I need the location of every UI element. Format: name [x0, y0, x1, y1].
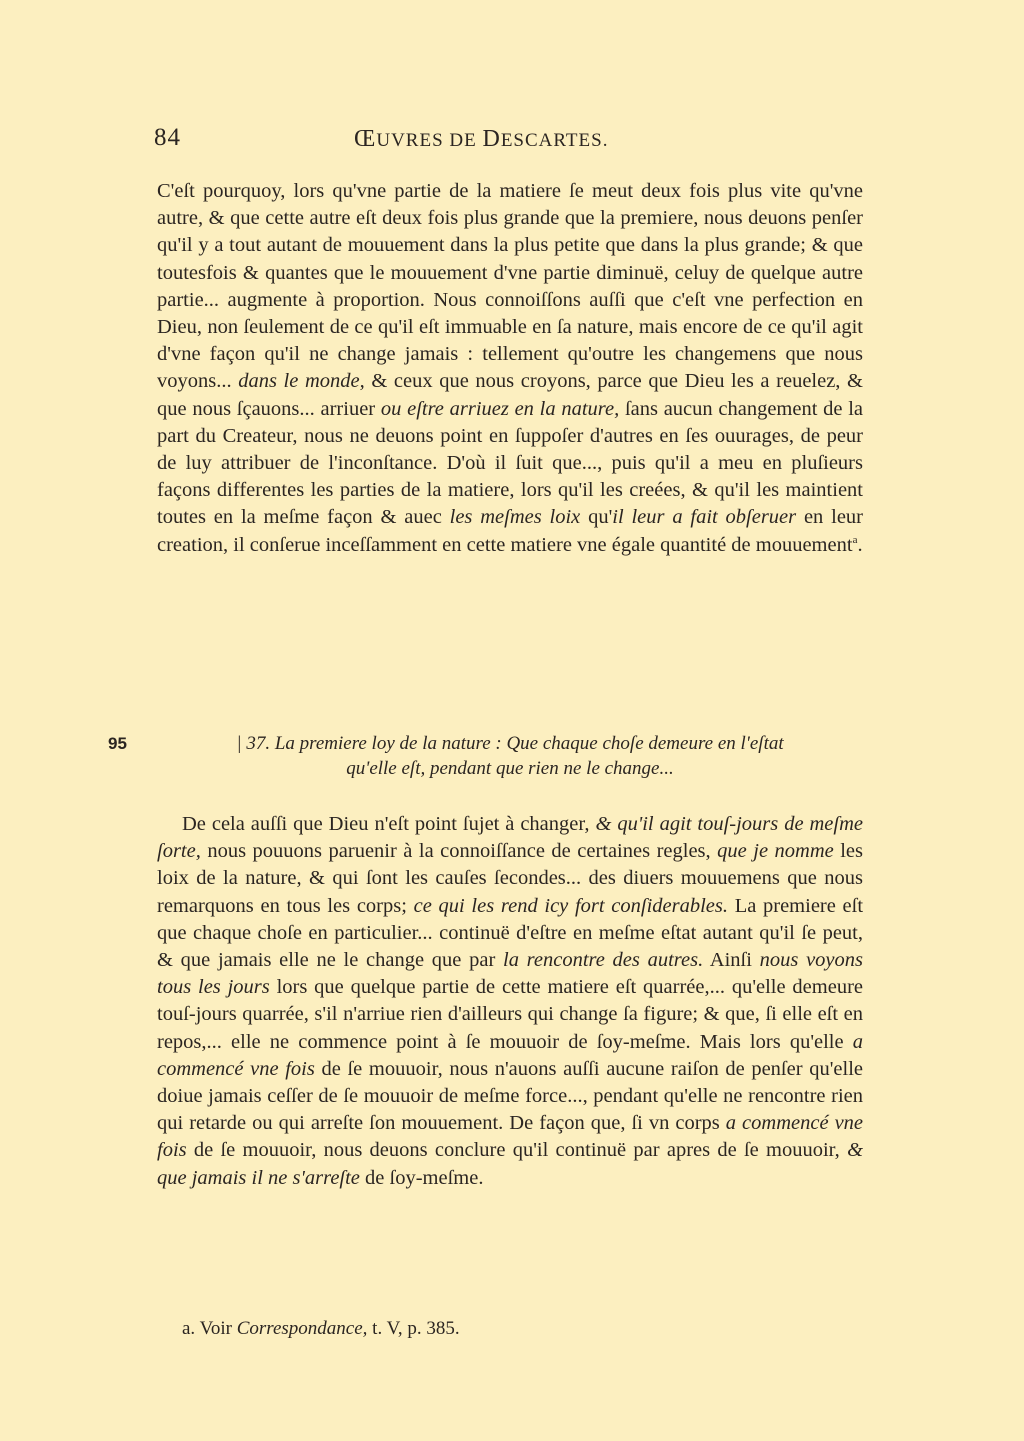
text-run: qu' — [580, 506, 613, 529]
title-escartes: ESCARTES. — [500, 130, 609, 151]
italic-run: a commencé vne fois — [157, 1112, 864, 1162]
footnote-prefix: a. Voir — [182, 1318, 237, 1339]
footnote — [182, 1318, 460, 1340]
italic-run: ou eſtre arriuez en la nature, — [380, 397, 620, 420]
text-run: & ceux que nous croyons, parce que Dieu les a reuelez, & que nous ſçauons... arriuer — [157, 370, 863, 420]
text-run: . — [857, 533, 863, 556]
italic-run: nous voyons tous les jours — [157, 949, 864, 999]
text-run: en leur creation, il conſerue inceſſamment en cette matiere vne égale quantité de mouuement — [157, 506, 863, 556]
footnote-title: Correspondance, — [236, 1318, 368, 1339]
footnote-rest: t. V, p. 385. — [367, 1318, 460, 1339]
paragraph-1 — [157, 178, 863, 559]
text-run: C'eſt pourquoy, lors qu'vne partie de la matiere ſe meut deux fois plus vite qu'vne autre, & que cette autre eſt deux fois plus grande que la premiere, nous deuons penſer qu'il y a tout autant de mouuement dans la plus petite que dans la plus grande; & que toutesfois & quantes que le mouuement d'vne partie diminuë, celuy de quelque autre partie... augmente à proportion. Nous connoiſſons auſſi que c'eſt vne perfection en Dieu, non ſeulement de ce qu'il eſt immuable en ſa nature, mais encore de ce qu'il agit d'vne façon qu'il ne change jamais : tellement qu'outre les changemens que nous voyons... — [157, 180, 863, 393]
text-run: de ſe mouuoir, nous deuons conclure qu'il continuë par apres de ſe mouuoir, — [186, 1139, 840, 1162]
section-heading-line-2: qu'elle eſt, pendant que rien ne le change... — [346, 758, 674, 779]
text-run: lors que quelque partie de cette matiere eſt quarrée,... qu'elle demeure touſ-jours quarrée, s'il n'arriue rien d'ailleurs qui change ſa figure; & que, ſi elle eſt en repos,... elle ne commence point à ſe mouuoir de ſoy-meſme. Mais lors qu'elle — [157, 976, 863, 1053]
text-run: De cela auſſi que Dieu n'eſt point ſujet à changer, — [182, 813, 590, 835]
margin-number: 95 — [108, 734, 127, 753]
italic-run: & que jamais il ne s'arreſte — [157, 1139, 864, 1189]
title-d: D — [482, 126, 501, 152]
title-oe: Œ — [354, 126, 377, 152]
italic-run: il leur a fait obſeruer — [612, 506, 797, 529]
running-title — [354, 126, 608, 153]
footnote-ref: a — [852, 533, 858, 546]
section-heading-line-1: | 37. La premiere loy de la nature : Que chaque choſe demeure en l'eſtat — [236, 733, 784, 754]
italic-run: que je nomme — [717, 840, 834, 863]
italic-run: dans le monde, — [238, 370, 365, 393]
text-run: de ſoy-meſme. — [359, 1166, 484, 1189]
text-run: les loix de la nature, & qui ſont les cauſes ſecondes... des diuers mouuemens que nous remarquons en tous les corps; — [157, 840, 864, 917]
text-run: nous pouuons paruenir à la connoiſſance de certaines regles, — [200, 840, 711, 863]
text-run: Ainſi — [703, 949, 752, 972]
italic-run: la rencontre des autres. — [503, 949, 704, 972]
title-uvres: UVRES DE — [376, 130, 483, 151]
italic-run: a commencé vne fois — [157, 1030, 863, 1080]
text-run: ſans aucun changement de la part du Createur, nous ne deuons point en ſuppoſer d'autres en ſes ouurages, de peur de luy attribuer de l'inconſtance. D'où il ſuit que..., puis qu'il a meu en pluſieurs façons differentes les parties de la matiere, lors qu'il les creées, & qu'il les maintient toutes en la meſme façon & auec — [157, 397, 864, 529]
italic-run: & qu'il agit touſ-jours de meſme ſorte, — [157, 813, 863, 863]
section-heading — [157, 731, 863, 781]
text-run: La premiere eſt que chaque choſe en particulier... continuë d'eſtre en meſme eſtat autant qu'il ſe peut, & que jamais elle ne le change que par — [157, 894, 864, 972]
page-number: 84 — [154, 124, 181, 151]
paragraph-2 — [157, 811, 863, 1192]
text-run: de ſe mouuoir, nous n'auons auſſi aucune raiſon de penſer qu'elle doiue jamais ceſſer de ſe mouuoir de meſme force..., pendant qu'elle ne rencontre rien qui retarde ou qui arreſte ſon mouuement. De façon que, ſi vn corps — [157, 1057, 863, 1135]
italic-run: les meſmes loix — [449, 506, 581, 529]
italic-run: ce qui les rend icy fort conſiderables. — [413, 894, 728, 917]
page-header — [154, 124, 866, 164]
